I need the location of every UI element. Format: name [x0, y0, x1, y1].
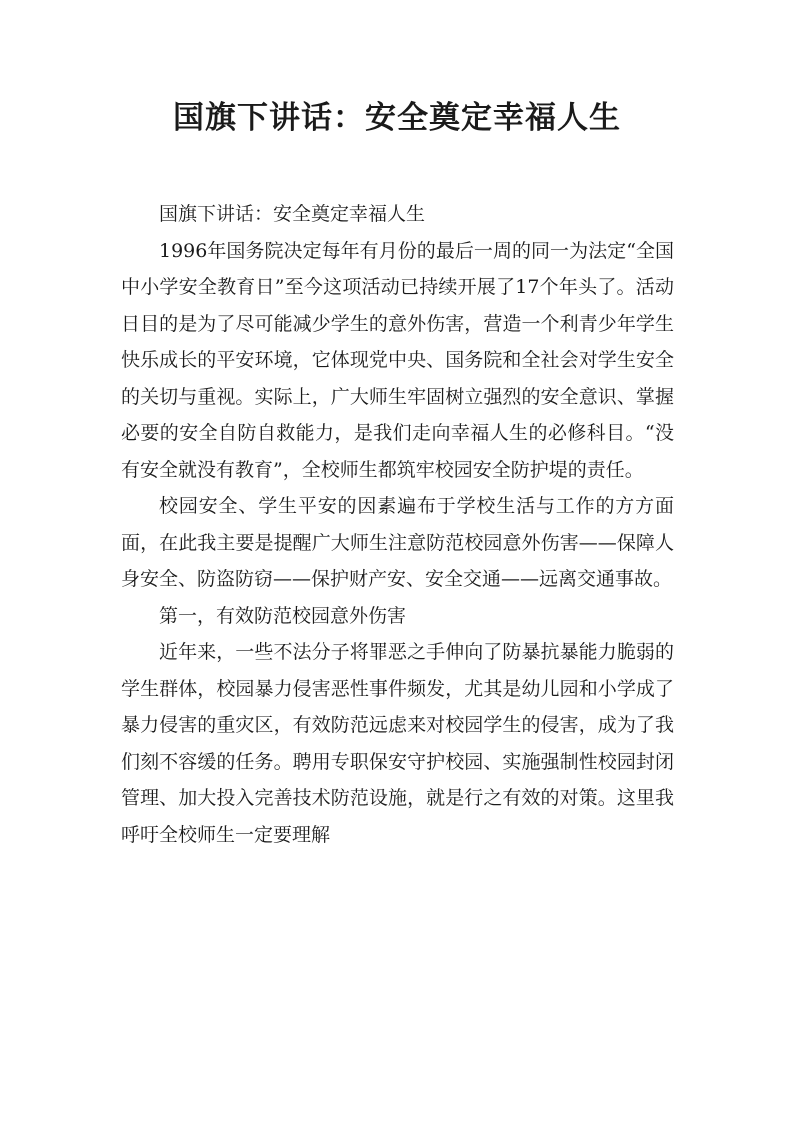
paragraph-heading-repeat: 国旗下讲话：安全奠定幸福人生: [159, 203, 426, 225]
paragraph-section-one-heading: 第一，有效防范校园意外伤害: [159, 604, 407, 627]
document-body: [121, 196, 674, 853]
paragraph-intro: 1996年国务院决定每年有月份的最后一周的同一为法定“全国中小学安全教育日”至今这项活动已持续开展了17个年头了。活动日目的是为了尽可能减少学生的意外伤害，营造一个利青少年学生快乐成长的平安环境，它体现党中央、国务院和全社会对学生安全的关切与重视。实际上，广大师生牢固树立强烈的安全意识、掌握必要的安全自防自救能力，是我们走向幸福人生的必修科目。“没有安全就没有教育”，全校师生都筑牢校园安全防护堤的责任。: [121, 239, 674, 481]
paragraph-campus-violence: 近年来，一些不法分子将罪恶之手伸向了防暴抗暴能力脆弱的学生群体，校园暴力侵害恶性事件频发，尤其是幼儿园和小学成了暴力侵害的重灾区，有效防范远虑来对校园学生的侵害，成为了我们刻不容缓的任务。聘用专职保安守护校园、实施强制性校园封闭管理、加大投入完善技术防范设施，就是行之有效的对策。这里我呼吁全校师生一定要理解: [121, 641, 674, 846]
paragraph-safety-factors: 校园安全、学生平安的因素遍布于学校生活与工作的方方面面，在此我主要是提醒广大师生注意防范校园意外伤害——保障人身安全、防盗防窃——保护财产安、安全交通——远离交通事故。: [121, 495, 674, 590]
document-title: 国旗下讲话：安全奠定幸福人生: [173, 100, 621, 136]
